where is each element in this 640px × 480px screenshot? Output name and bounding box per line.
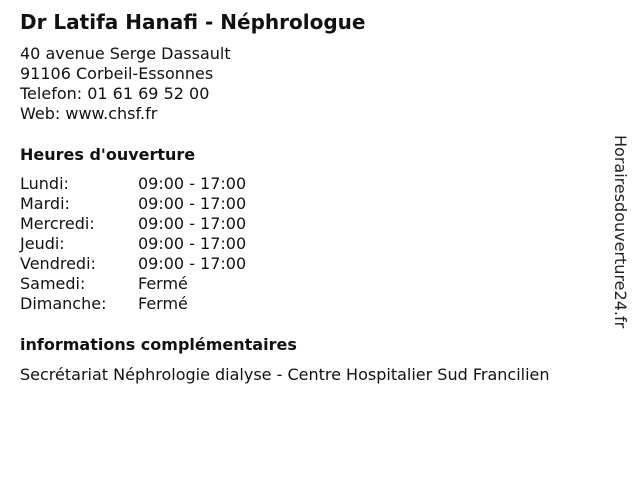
day-label: Lundi: — [20, 174, 69, 193]
contact-block — [20, 44, 231, 124]
hours-value: 09:00 - 17:00 — [138, 234, 247, 253]
address-street: 40 avenue Serge Dassault — [20, 44, 231, 63]
hours-value: Fermé — [138, 294, 188, 313]
day-label: Samedi: — [20, 274, 86, 293]
address-city: 91106 Corbeil-Essonnes — [20, 64, 214, 83]
hours-value: 09:00 - 17:00 — [138, 254, 247, 273]
hours-heading: Heures d'ouverture — [20, 145, 196, 164]
hours-row — [20, 214, 246, 234]
site-watermark: Horairesdouverture24.fr — [611, 135, 630, 329]
day-label: Dimanche: — [20, 294, 107, 313]
hours-value: 09:00 - 17:00 — [138, 174, 247, 193]
hours-row — [20, 174, 246, 194]
info-text: Secrétariat Néphrologie dialyse - Centre Hospitalier Sud Francilien — [20, 365, 550, 384]
day-label: Mardi: — [20, 194, 70, 213]
hours-row — [20, 294, 246, 314]
day-label: Vendredi: — [20, 254, 96, 273]
hours-table — [20, 174, 246, 314]
day-label: Mercredi: — [20, 214, 95, 233]
hours-value: 09:00 - 17:00 — [138, 194, 247, 213]
hours-row — [20, 234, 246, 254]
day-label: Jeudi: — [20, 234, 65, 253]
hours-value: Fermé — [138, 274, 188, 293]
info-heading: informations complémentaires — [20, 335, 297, 354]
website: Web: www.chsf.fr — [20, 104, 158, 123]
hours-row — [20, 274, 246, 294]
hours-row — [20, 254, 246, 274]
hours-row — [20, 194, 246, 214]
page-title: Dr Latifa Hanafi - Néphrologue — [20, 10, 366, 34]
hours-value: 09:00 - 17:00 — [138, 214, 247, 233]
phone-number: Telefon: 01 61 69 52 00 — [20, 84, 210, 103]
